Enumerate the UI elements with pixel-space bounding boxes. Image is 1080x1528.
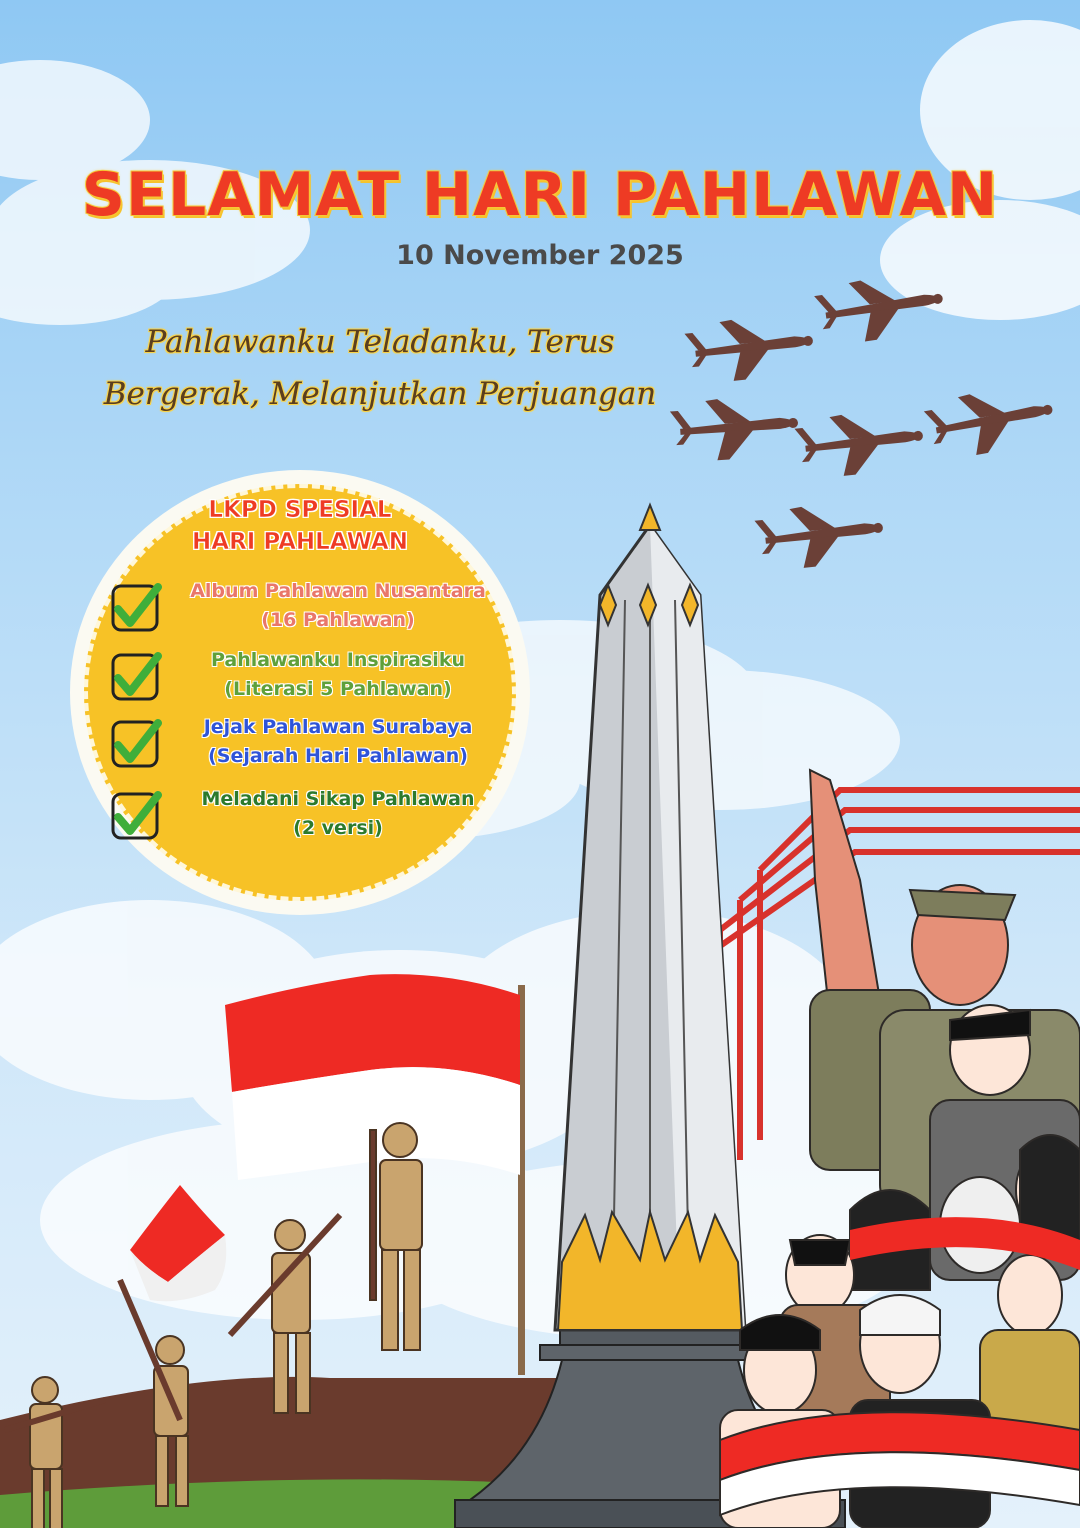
list-item-text bbox=[178, 785, 498, 843]
item-subtitle: (2 versi) bbox=[293, 817, 383, 839]
item-subtitle: (16 Pahlawan) bbox=[261, 609, 415, 631]
tagline-line-2: Bergerak, Melanjutkan Perjuangan bbox=[103, 376, 657, 412]
badge-title-line-2: HARI PAHLAWAN bbox=[192, 529, 408, 555]
badge-title bbox=[70, 494, 530, 558]
item-title: Pahlawanku Inspirasiku bbox=[211, 649, 465, 671]
item-title: Jejak Pahlawan Surabaya bbox=[203, 716, 473, 738]
item-subtitle: (Sejarah Hari Pahlawan) bbox=[208, 745, 468, 767]
item-title: Album Pahlawan Nusantara bbox=[190, 580, 486, 602]
page-title: SELAMAT HARI PAHLAWAN bbox=[81, 160, 999, 230]
list-item-text bbox=[178, 577, 498, 635]
event-date: 10 November 2025 bbox=[396, 240, 684, 271]
checkbox-checked-icon bbox=[110, 789, 162, 841]
item-title: Meladani Sikap Pahlawan bbox=[201, 788, 475, 810]
list-item-text bbox=[178, 646, 498, 704]
checkbox-checked-icon bbox=[110, 581, 162, 633]
checkbox-checked-icon bbox=[110, 650, 162, 702]
checkbox-checked-icon bbox=[110, 717, 162, 769]
list-item-text bbox=[178, 713, 498, 771]
item-subtitle: (Literasi 5 Pahlawan) bbox=[224, 678, 452, 700]
tagline-line-1: Pahlawanku Teladanku, Terus bbox=[145, 324, 615, 360]
tagline bbox=[90, 316, 670, 420]
badge-title-line-1: LKPD SPESIAL bbox=[208, 497, 392, 523]
